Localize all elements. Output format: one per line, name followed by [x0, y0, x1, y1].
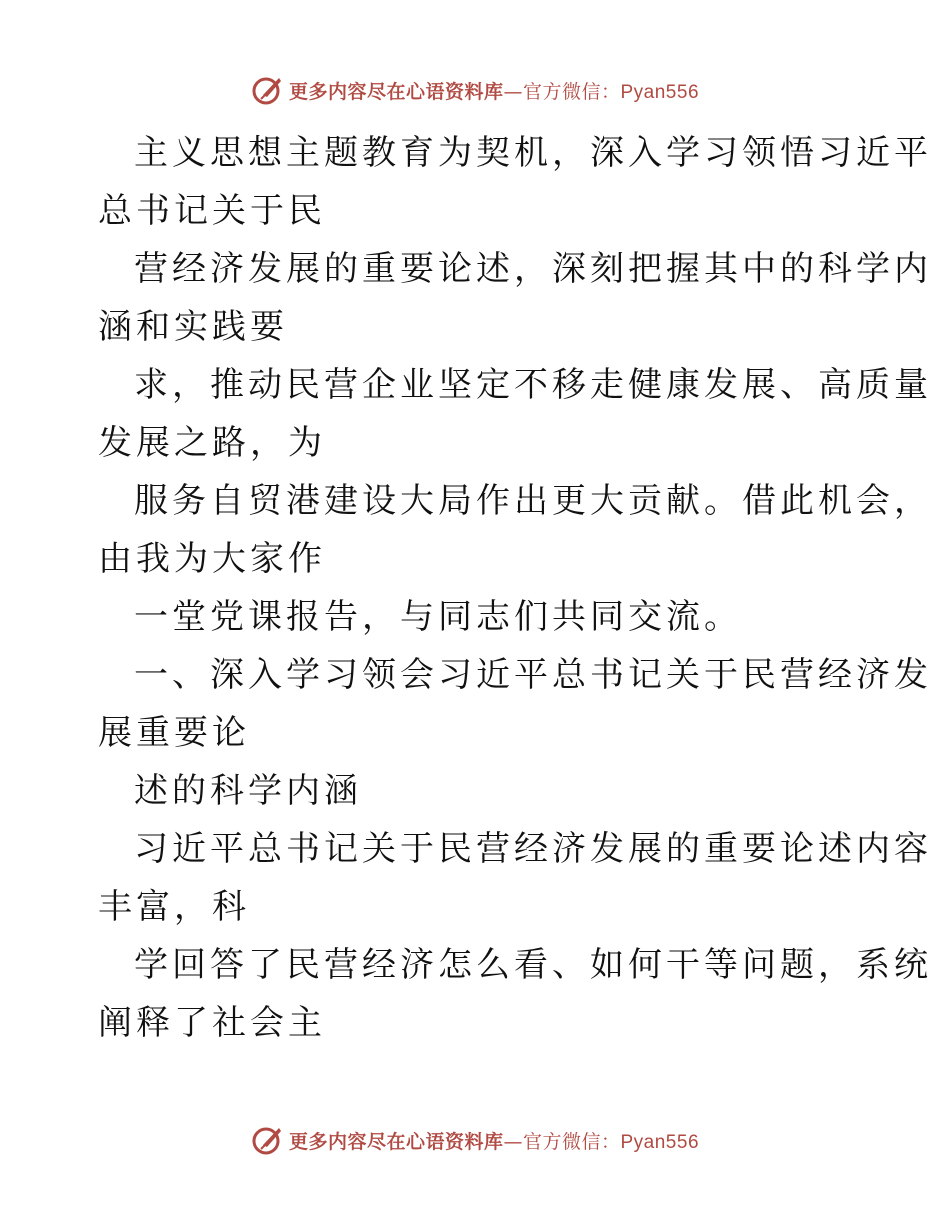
section-heading: 一、深入学习领会习近平总书记关于民营经济发	[134, 655, 932, 695]
header-watermark	[0, 70, 950, 110]
text-line: 求，推动民营企业坚定不移走健康发展、高质量	[134, 365, 932, 405]
text-line: 阐释了社会主	[98, 1003, 326, 1043]
banner-wechat-id: Pyan556	[620, 1131, 700, 1153]
section-heading: 述的科学内涵	[134, 771, 362, 811]
text-line: 涵和实践要	[98, 307, 288, 347]
banner-wechat-label: 官方微信：	[522, 1130, 621, 1153]
banner-main-text: 更多内容尽在心语资料库	[288, 1130, 504, 1153]
text-line: 丰富，科	[98, 887, 250, 927]
banner-separator: —	[503, 80, 523, 103]
text-line: 主义思想主题教育为契机，深入学习领悟习近平	[134, 133, 932, 173]
text-line: 总书记关于民	[98, 191, 326, 231]
footer-watermark	[0, 1120, 950, 1160]
section-heading: 展重要论	[98, 713, 250, 753]
text-line: 习近平总书记关于民营经济发展的重要论述内容	[134, 829, 932, 869]
text-line: 服务自贸港建设大局作出更大贡献。借此机会，	[134, 481, 932, 521]
banner-wechat-label: 官方微信：	[522, 80, 621, 103]
banner-wechat-id: Pyan556	[620, 81, 700, 103]
document-body	[98, 124, 932, 1052]
text-line: 由我为大家作	[98, 539, 326, 579]
banner-main-text: 更多内容尽在心语资料库	[288, 80, 504, 103]
banner-separator: —	[503, 1130, 523, 1153]
text-line: 营经济发展的重要论述，深刻把握其中的科学内	[134, 249, 932, 289]
text-line: 学回答了民营经济怎么看、如何干等问题，系统	[134, 945, 932, 985]
text-line: 发展之路，为	[98, 423, 326, 463]
text-line: 一堂党课报告，与同志们共同交流。	[134, 597, 742, 637]
feather-pen-icon	[251, 1123, 285, 1157]
feather-pen-icon	[251, 73, 285, 107]
